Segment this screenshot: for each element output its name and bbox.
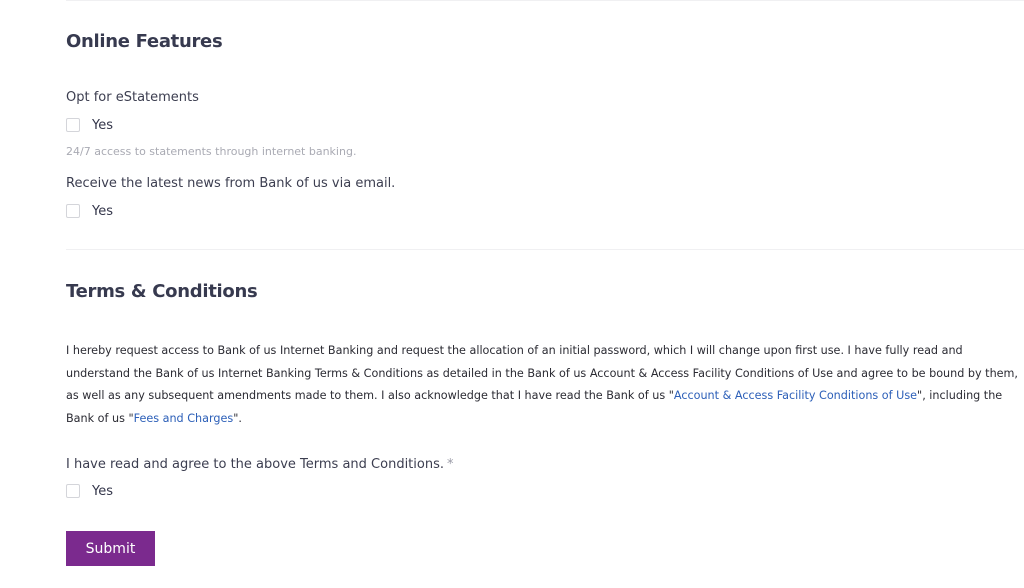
news-option[interactable] <box>66 203 113 219</box>
news-checkbox[interactable] <box>66 204 80 218</box>
terms-body-part1: I hereby request access to Bank of us Internet Banking and request the allocation of an initial password, which I will change upon first use. I have fully read and understand the Bank of us Internet Banking Terms & Conditions as detailed in the Bank of us Account & Access Facility Conditions of Use and agree to be bound by them, as well as any subsequent amendments made to them. I also acknowledge that I have read the Bank of us " <box>66 344 1018 403</box>
agree-terms-option[interactable] <box>66 483 113 499</box>
submit-button[interactable]: Submit <box>66 531 155 566</box>
terms-title: Terms & Conditions <box>66 281 258 302</box>
top-divider <box>66 0 1024 1</box>
estatements-helper-text: 24/7 access to statements through internet banking. <box>66 145 357 158</box>
terms-body-part2: ", including the Bank of us " <box>66 389 1003 425</box>
agree-terms-yes-label[interactable]: Yes <box>92 483 113 499</box>
news-label: Receive the latest news from Bank of us via email. <box>66 176 396 191</box>
estatements-label: Opt for eStatements <box>66 90 199 105</box>
agree-terms-label <box>66 457 454 472</box>
estatements-yes-label[interactable]: Yes <box>92 117 113 133</box>
required-marker: * <box>447 457 454 472</box>
terms-paragraph <box>66 340 1018 430</box>
section-divider <box>66 249 1024 250</box>
agree-terms-checkbox[interactable] <box>66 484 80 498</box>
account-access-conditions-link[interactable]: Account & Access Facility Conditions of Use <box>673 389 918 403</box>
agree-terms-text: I have read and agree to the above Terms and Conditions. <box>66 457 444 472</box>
fees-and-charges-link[interactable]: Fees and Charges <box>133 411 234 425</box>
terms-body-part3: ". <box>233 411 242 425</box>
estatements-option[interactable] <box>66 117 113 133</box>
news-yes-label[interactable]: Yes <box>92 203 113 219</box>
online-features-title: Online Features <box>66 31 223 52</box>
estatements-checkbox[interactable] <box>66 118 80 132</box>
